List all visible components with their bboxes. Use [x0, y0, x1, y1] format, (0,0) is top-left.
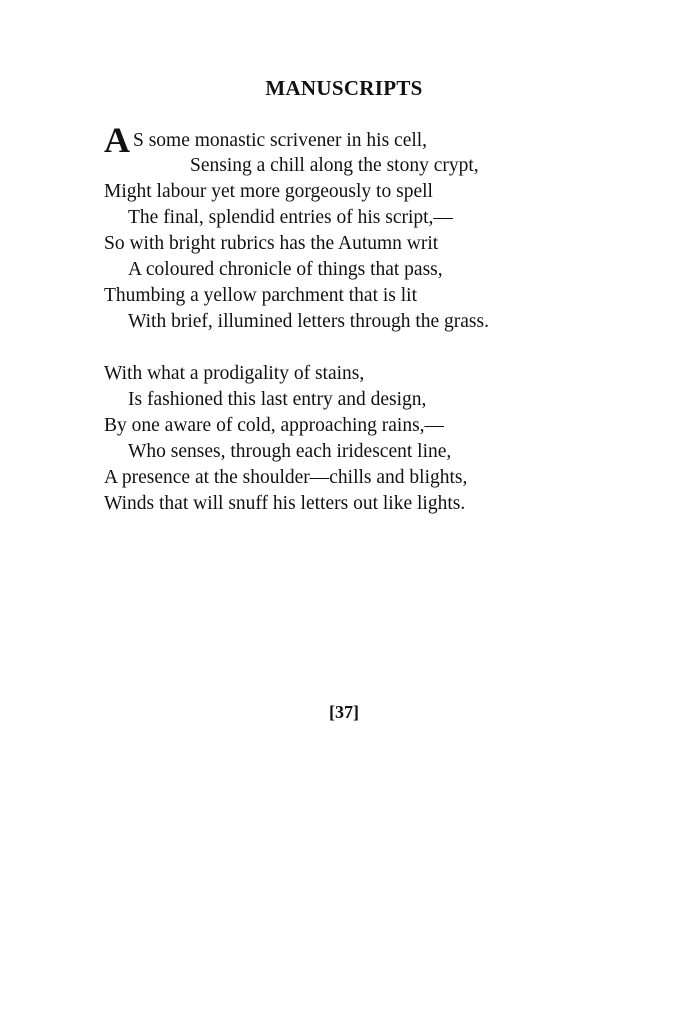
poem-line: Sensing a chill along the stony crypt, — [190, 155, 479, 176]
poem-line: Who senses, through each iridescent line, — [128, 441, 452, 462]
page-number: [37] — [329, 702, 359, 722]
poem-line: Thumbing a yellow parchment that is lit — [104, 285, 418, 306]
page-title: MANUSCRIPTS — [265, 76, 423, 100]
poem-line — [104, 120, 664, 160]
poem-line: With brief, illumined letters through the grass. — [128, 311, 489, 332]
poem-line: Is fashioned this last entry and design, — [128, 389, 427, 410]
poem-line: By one aware of cold, approaching rains,— — [104, 415, 445, 436]
poem-line: A coloured chronicle of things that pass, — [128, 259, 443, 280]
poem-line: A presence at the shoulder—chills and blights, — [104, 467, 468, 488]
poem-line: With what a prodigality of stains, — [104, 363, 365, 384]
drop-cap: A — [104, 120, 130, 160]
poem-line-text: S some monastic scrivener in his cell, — [133, 130, 428, 151]
poem-line: Might labour yet more gorgeously to spell — [104, 181, 433, 202]
poem — [104, 120, 664, 517]
poem-line: Winds that will snuff his letters out like lights. — [104, 493, 466, 514]
poem-line: The final, splendid entries of his script,— — [128, 207, 453, 228]
poem-line: So with bright rubrics has the Autumn writ — [104, 233, 439, 254]
stanza-break — [104, 335, 664, 361]
